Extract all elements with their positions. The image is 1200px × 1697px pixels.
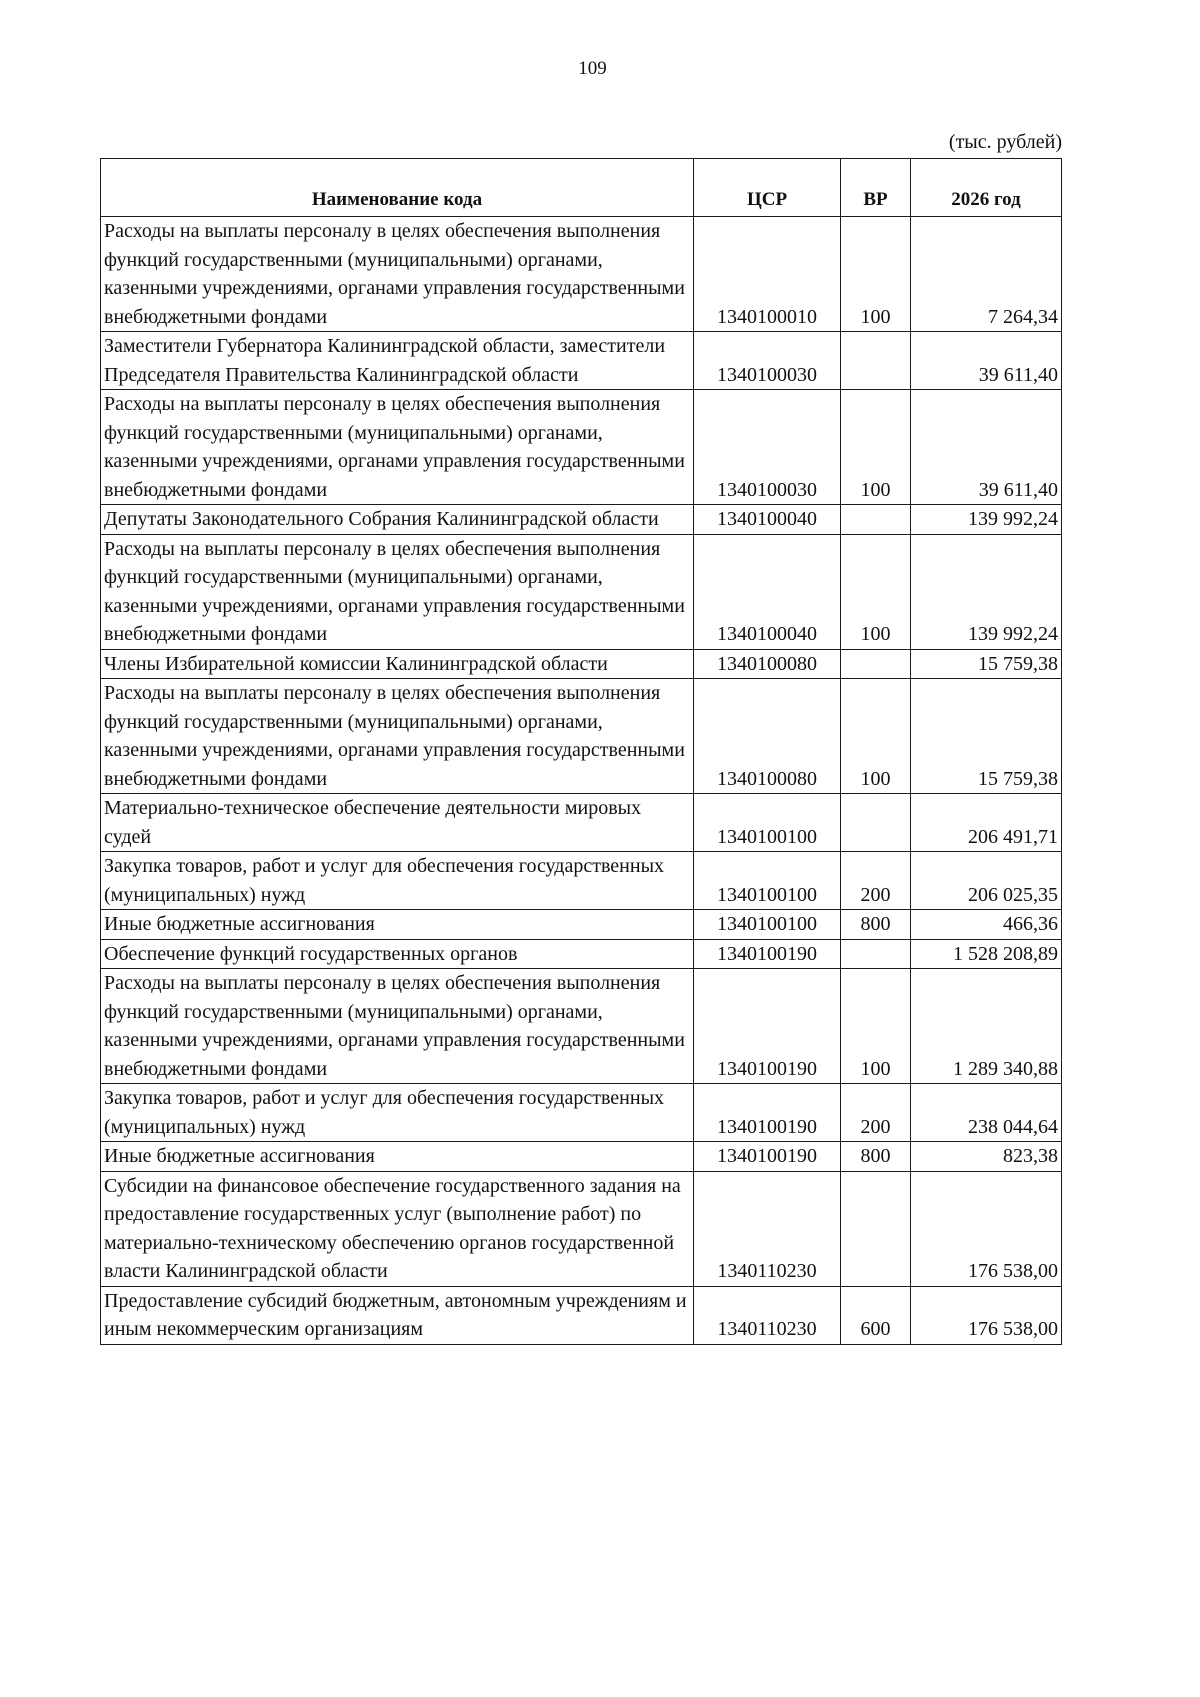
table-row [101,969,1062,1084]
header-csr: ЦСР [694,159,841,217]
cell-sum: 466,36 [911,910,1062,940]
cell-csr: 1340100030 [694,332,841,390]
cell-csr: 1340100040 [694,505,841,535]
cell-vr [841,939,911,969]
cell-sum: 176 538,00 [911,1286,1062,1344]
table-row [101,217,1062,332]
cell-vr: 600 [841,1286,911,1344]
table-row [101,649,1062,679]
cell-csr: 1340100030 [694,390,841,505]
cell-sum: 7 264,34 [911,217,1062,332]
cell-csr: 1340100010 [694,217,841,332]
cell-sum: 39 611,40 [911,390,1062,505]
cell-vr: 100 [841,679,911,794]
table-row [101,679,1062,794]
cell-sum: 139 992,24 [911,505,1062,535]
cell-name: Депутаты Законодательного Собрания Калининградской области [101,505,694,535]
table-row [101,332,1062,390]
cell-vr: 200 [841,1084,911,1142]
cell-vr: 800 [841,910,911,940]
cell-name: Предоставление субсидий бюджетным, автономным учреждениям и иным некоммерческим организациям [101,1286,694,1344]
cell-name: Расходы на выплаты персоналу в целях обеспечения выполнения функций государственными (муниципальными) органами, казенными учреждениями, органами управления государственными внебюджетными фондами [101,679,694,794]
cell-name: Обеспечение функций государственных органов [101,939,694,969]
cell-vr: 100 [841,217,911,332]
cell-sum: 15 759,38 [911,649,1062,679]
budget-table [100,158,1062,1345]
cell-name: Субсидии на финансовое обеспечение государственного задания на предоставление государственных услуг (выполнение работ) по материально-техническому обеспечению органов государственной власти Калининградской области [101,1171,694,1286]
cell-csr: 1340100040 [694,534,841,649]
cell-sum: 238 044,64 [911,1084,1062,1142]
cell-csr: 1340110230 [694,1171,841,1286]
cell-name: Расходы на выплаты персоналу в целях обеспечения выполнения функций государственными (муниципальными) органами, казенными учреждениями, органами управления государственными внебюджетными фондами [101,390,694,505]
cell-csr: 1340100190 [694,939,841,969]
cell-vr: 100 [841,534,911,649]
cell-vr [841,649,911,679]
table-row [101,1286,1062,1344]
table-row [101,939,1062,969]
cell-csr: 1340100100 [694,852,841,910]
cell-name: Закупка товаров, работ и услуг для обеспечения государственных (муниципальных) нужд [101,852,694,910]
cell-name: Иные бюджетные ассигнования [101,1142,694,1172]
table-body [101,217,1062,1345]
cell-name: Расходы на выплаты персоналу в целях обеспечения выполнения функций государственными (муниципальными) органами, казенными учреждениями, органами управления государственными внебюджетными фондами [101,217,694,332]
cell-sum: 139 992,24 [911,534,1062,649]
table-row [101,390,1062,505]
cell-sum: 15 759,38 [911,679,1062,794]
page-number: 109 [578,58,607,79]
cell-csr: 1340100190 [694,1142,841,1172]
cell-name: Материально-техническое обеспечение деятельности мировых судей [101,794,694,852]
table-row [101,794,1062,852]
cell-csr: 1340100190 [694,969,841,1084]
table-row [101,1171,1062,1286]
table-row [101,910,1062,940]
cell-name: Заместители Губернатора Калининградской области, заместители Председателя Правительства Калининградской области [101,332,694,390]
table-row [101,505,1062,535]
cell-csr: 1340100100 [694,910,841,940]
table-row [101,1084,1062,1142]
cell-sum: 206 491,71 [911,794,1062,852]
cell-vr: 100 [841,390,911,505]
cell-csr: 1340100100 [694,794,841,852]
header-name: Наименование кода [101,159,694,217]
cell-name: Расходы на выплаты персоналу в целях обеспечения выполнения функций государственными (муниципальными) органами, казенными учреждениями, органами управления государственными внебюджетными фондами [101,969,694,1084]
cell-name: Члены Избирательной комиссии Калининградской области [101,649,694,679]
cell-name: Закупка товаров, работ и услуг для обеспечения государственных (муниципальных) нужд [101,1084,694,1142]
cell-vr [841,505,911,535]
cell-vr: 800 [841,1142,911,1172]
cell-vr: 200 [841,852,911,910]
cell-vr: 100 [841,969,911,1084]
table-row [101,852,1062,910]
cell-name: Иные бюджетные ассигнования [101,910,694,940]
header-vr: ВР [841,159,911,217]
cell-sum: 1 289 340,88 [911,969,1062,1084]
cell-sum: 823,38 [911,1142,1062,1172]
cell-sum: 1 528 208,89 [911,939,1062,969]
cell-sum: 39 611,40 [911,332,1062,390]
units-label: (тыс. рублей) [948,131,1062,153]
table-row [101,534,1062,649]
table-header-row [101,159,1062,217]
table-row [101,1142,1062,1172]
cell-sum: 206 025,35 [911,852,1062,910]
cell-vr [841,332,911,390]
cell-csr: 1340100080 [694,679,841,794]
cell-csr: 1340100080 [694,649,841,679]
cell-vr [841,1171,911,1286]
cell-csr: 1340110230 [694,1286,841,1344]
cell-vr [841,794,911,852]
cell-csr: 1340100190 [694,1084,841,1142]
cell-name: Расходы на выплаты персоналу в целях обеспечения выполнения функций государственными (муниципальными) органами, казенными учреждениями, органами управления государственными внебюджетными фондами [101,534,694,649]
cell-sum: 176 538,00 [911,1171,1062,1286]
header-year: 2026 год [911,159,1062,217]
